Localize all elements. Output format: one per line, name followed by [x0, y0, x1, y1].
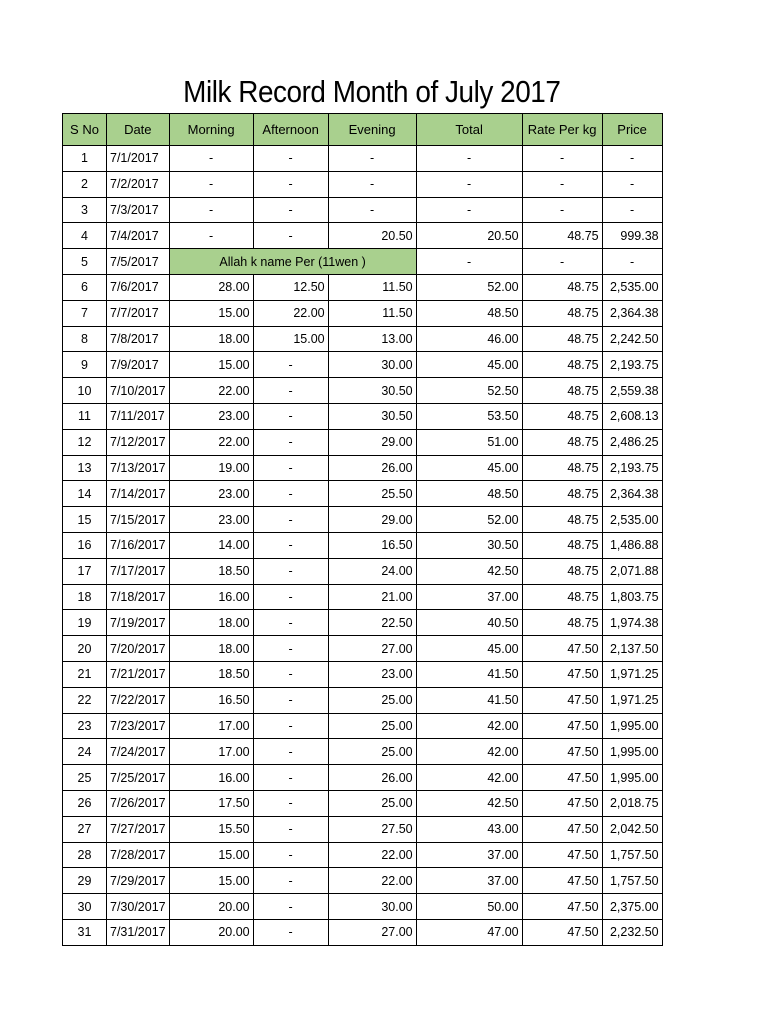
cell-rate: 47.50: [522, 765, 602, 791]
cell-sno: 29: [63, 868, 107, 894]
cell-rate: 48.75: [522, 455, 602, 481]
cell-evening: 25.50: [328, 481, 416, 507]
cell-afternoon: -: [253, 842, 328, 868]
cell-morning: 20.00: [169, 919, 253, 945]
table-row: [63, 739, 663, 765]
cell-date: 7/28/2017: [107, 842, 170, 868]
cell-morning: 16.00: [169, 765, 253, 791]
cell-price: 1,974.38: [602, 610, 662, 636]
cell-rate: 47.50: [522, 739, 602, 765]
cell-total: 52.00: [416, 274, 522, 300]
cell-rate: -: [522, 171, 602, 197]
cell-afternoon: -: [253, 429, 328, 455]
cell-total: 52.00: [416, 507, 522, 533]
cell-date: 7/23/2017: [107, 713, 170, 739]
cell-rate: 48.75: [522, 584, 602, 610]
cell-evening: -: [328, 171, 416, 197]
cell-morning: -: [169, 171, 253, 197]
cell-total: 37.00: [416, 868, 522, 894]
cell-afternoon: -: [253, 739, 328, 765]
table-row: [63, 274, 663, 300]
cell-sno: 31: [63, 919, 107, 945]
cell-date: 7/26/2017: [107, 790, 170, 816]
table-row: [63, 790, 663, 816]
cell-morning: 15.00: [169, 842, 253, 868]
cell-sno: 27: [63, 816, 107, 842]
cell-morning: 22.00: [169, 429, 253, 455]
cell-rate: 48.75: [522, 378, 602, 404]
cell-morning: 15.50: [169, 816, 253, 842]
cell-price: 2,535.00: [602, 274, 662, 300]
cell-evening: 22.00: [328, 842, 416, 868]
cell-morning: -: [169, 223, 253, 249]
table-row: [63, 403, 663, 429]
cell-date: 7/7/2017: [107, 300, 170, 326]
cell-price: 1,995.00: [602, 739, 662, 765]
cell-rate: 47.50: [522, 842, 602, 868]
cell-rate: 47.50: [522, 713, 602, 739]
cell-evening: -: [328, 146, 416, 172]
cell-date: 7/17/2017: [107, 558, 170, 584]
cell-date: 7/9/2017: [107, 352, 170, 378]
cell-sno: 7: [63, 300, 107, 326]
table-row: [63, 894, 663, 920]
cell-rate: 48.75: [522, 352, 602, 378]
cell-total: 42.00: [416, 765, 522, 791]
cell-sno: 15: [63, 507, 107, 533]
cell-afternoon: -: [253, 610, 328, 636]
cell-price: 2,535.00: [602, 507, 662, 533]
table-row: [63, 197, 663, 223]
cell-date: 7/1/2017: [107, 146, 170, 172]
cell-evening: 25.00: [328, 739, 416, 765]
table-row: [63, 532, 663, 558]
cell-price: 1,971.25: [602, 687, 662, 713]
cell-price: 2,364.38: [602, 481, 662, 507]
cell-date: 7/12/2017: [107, 429, 170, 455]
cell-rate: -: [522, 249, 602, 275]
cell-date: 7/21/2017: [107, 661, 170, 687]
cell-morning: -: [169, 146, 253, 172]
cell-afternoon: -: [253, 919, 328, 945]
cell-morning: 15.00: [169, 300, 253, 326]
cell-total: 45.00: [416, 455, 522, 481]
cell-rate: 48.75: [522, 481, 602, 507]
cell-evening: 29.00: [328, 429, 416, 455]
cell-date: 7/20/2017: [107, 636, 170, 662]
cell-rate: 47.50: [522, 790, 602, 816]
cell-evening: 24.00: [328, 558, 416, 584]
cell-evening: 30.00: [328, 894, 416, 920]
cell-evening: 26.00: [328, 765, 416, 791]
cell-price: 2,375.00: [602, 894, 662, 920]
cell-price: 1,757.50: [602, 868, 662, 894]
milk-record-table: [62, 113, 663, 946]
table-row: [63, 687, 663, 713]
table-row: [63, 610, 663, 636]
cell-morning: 23.00: [169, 481, 253, 507]
cell-sno: 14: [63, 481, 107, 507]
cell-morning: 22.00: [169, 378, 253, 404]
cell-afternoon: -: [253, 894, 328, 920]
cell-total: 48.50: [416, 300, 522, 326]
table-row: [63, 429, 663, 455]
table-row: [63, 300, 663, 326]
cell-price: 2,193.75: [602, 455, 662, 481]
cell-morning: 16.50: [169, 687, 253, 713]
cell-afternoon: -: [253, 532, 328, 558]
cell-afternoon: -: [253, 403, 328, 429]
cell-evening: 30.50: [328, 403, 416, 429]
cell-sno: 10: [63, 378, 107, 404]
cell-sno: 6: [63, 274, 107, 300]
cell-morning: 23.00: [169, 507, 253, 533]
cell-rate: 48.75: [522, 274, 602, 300]
cell-total: -: [416, 249, 522, 275]
table-row: [63, 919, 663, 945]
cell-date: 7/16/2017: [107, 532, 170, 558]
cell-total: 40.50: [416, 610, 522, 636]
cell-price: 1,486.88: [602, 532, 662, 558]
table-body: [63, 146, 663, 946]
cell-sno: 16: [63, 532, 107, 558]
cell-evening: 21.00: [328, 584, 416, 610]
cell-date: 7/6/2017: [107, 274, 170, 300]
cell-note: Allah k name Per (11wen ): [169, 249, 416, 275]
cell-date: 7/22/2017: [107, 687, 170, 713]
cell-afternoon: -: [253, 636, 328, 662]
cell-morning: 17.00: [169, 739, 253, 765]
cell-rate: 48.75: [522, 300, 602, 326]
cell-afternoon: -: [253, 584, 328, 610]
table-row: [63, 765, 663, 791]
cell-rate: 48.75: [522, 403, 602, 429]
cell-date: 7/18/2017: [107, 584, 170, 610]
cell-afternoon: -: [253, 481, 328, 507]
cell-price: 2,071.88: [602, 558, 662, 584]
cell-evening: 26.00: [328, 455, 416, 481]
cell-total: -: [416, 171, 522, 197]
cell-evening: 22.50: [328, 610, 416, 636]
cell-afternoon: 12.50: [253, 274, 328, 300]
cell-afternoon: -: [253, 352, 328, 378]
cell-evening: 11.50: [328, 274, 416, 300]
cell-total: 41.50: [416, 687, 522, 713]
cell-morning: 23.00: [169, 403, 253, 429]
cell-evening: 30.50: [328, 378, 416, 404]
cell-price: 1,971.25: [602, 661, 662, 687]
cell-morning: 16.00: [169, 584, 253, 610]
cell-price: 1,803.75: [602, 584, 662, 610]
cell-afternoon: -: [253, 765, 328, 791]
header-price: Price: [602, 114, 662, 146]
cell-morning: 18.00: [169, 326, 253, 352]
cell-date: 7/19/2017: [107, 610, 170, 636]
cell-sno: 5: [63, 249, 107, 275]
cell-sno: 23: [63, 713, 107, 739]
cell-price: 2,193.75: [602, 352, 662, 378]
cell-date: 7/10/2017: [107, 378, 170, 404]
cell-rate: 48.75: [522, 558, 602, 584]
cell-sno: 22: [63, 687, 107, 713]
cell-total: 52.50: [416, 378, 522, 404]
table-row: [63, 223, 663, 249]
cell-morning: 18.00: [169, 610, 253, 636]
table-row: [63, 326, 663, 352]
table-row: [63, 713, 663, 739]
cell-price: 2,242.50: [602, 326, 662, 352]
cell-rate: 47.50: [522, 661, 602, 687]
cell-total: 42.50: [416, 790, 522, 816]
table-row: [63, 868, 663, 894]
cell-total: 30.50: [416, 532, 522, 558]
cell-price: -: [602, 197, 662, 223]
cell-morning: 15.00: [169, 352, 253, 378]
header-morning: Morning: [169, 114, 253, 146]
cell-afternoon: -: [253, 558, 328, 584]
table-row: [63, 455, 663, 481]
cell-price: -: [602, 249, 662, 275]
cell-sno: 17: [63, 558, 107, 584]
table-row: [63, 842, 663, 868]
cell-afternoon: -: [253, 146, 328, 172]
cell-rate: -: [522, 197, 602, 223]
cell-morning: 18.00: [169, 636, 253, 662]
header-rate: Rate Per kg: [522, 114, 602, 146]
cell-date: 7/4/2017: [107, 223, 170, 249]
cell-date: 7/15/2017: [107, 507, 170, 533]
table-row: [63, 352, 663, 378]
header-total: Total: [416, 114, 522, 146]
cell-evening: 20.50: [328, 223, 416, 249]
cell-morning: 15.00: [169, 868, 253, 894]
table-row: [63, 816, 663, 842]
cell-rate: 48.75: [522, 326, 602, 352]
cell-sno: 26: [63, 790, 107, 816]
cell-total: -: [416, 197, 522, 223]
cell-total: 42.00: [416, 739, 522, 765]
cell-sno: 1: [63, 146, 107, 172]
cell-total: 45.00: [416, 352, 522, 378]
cell-afternoon: -: [253, 713, 328, 739]
table-row: [63, 584, 663, 610]
cell-evening: 27.50: [328, 816, 416, 842]
cell-date: 7/31/2017: [107, 919, 170, 945]
cell-rate: 48.75: [522, 223, 602, 249]
cell-evening: 30.00: [328, 352, 416, 378]
table-row: [63, 146, 663, 172]
cell-rate: 47.50: [522, 636, 602, 662]
table-row: [63, 249, 663, 275]
cell-total: 42.00: [416, 713, 522, 739]
cell-evening: 27.00: [328, 919, 416, 945]
cell-afternoon: -: [253, 455, 328, 481]
cell-morning: 14.00: [169, 532, 253, 558]
cell-date: 7/25/2017: [107, 765, 170, 791]
cell-sno: 12: [63, 429, 107, 455]
cell-morning: 19.00: [169, 455, 253, 481]
cell-rate: 48.75: [522, 429, 602, 455]
cell-price: -: [602, 171, 662, 197]
cell-sno: 21: [63, 661, 107, 687]
cell-price: 2,042.50: [602, 816, 662, 842]
cell-sno: 3: [63, 197, 107, 223]
cell-evening: 29.00: [328, 507, 416, 533]
cell-sno: 30: [63, 894, 107, 920]
cell-sno: 18: [63, 584, 107, 610]
cell-sno: 25: [63, 765, 107, 791]
cell-price: 1,757.50: [602, 842, 662, 868]
cell-afternoon: 22.00: [253, 300, 328, 326]
cell-date: 7/3/2017: [107, 197, 170, 223]
cell-total: 42.50: [416, 558, 522, 584]
cell-morning: 17.00: [169, 713, 253, 739]
cell-total: 20.50: [416, 223, 522, 249]
cell-date: 7/29/2017: [107, 868, 170, 894]
cell-price: 2,608.13: [602, 403, 662, 429]
cell-morning: 17.50: [169, 790, 253, 816]
cell-morning: 20.00: [169, 894, 253, 920]
cell-price: 1,995.00: [602, 713, 662, 739]
cell-morning: -: [169, 197, 253, 223]
cell-morning: 18.50: [169, 661, 253, 687]
cell-rate: 47.50: [522, 919, 602, 945]
cell-price: 1,995.00: [602, 765, 662, 791]
cell-price: 2,232.50: [602, 919, 662, 945]
cell-evening: 25.00: [328, 790, 416, 816]
cell-evening: 25.00: [328, 713, 416, 739]
header-evening: Evening: [328, 114, 416, 146]
cell-afternoon: -: [253, 507, 328, 533]
cell-sno: 11: [63, 403, 107, 429]
cell-date: 7/11/2017: [107, 403, 170, 429]
cell-sno: 13: [63, 455, 107, 481]
cell-date: 7/27/2017: [107, 816, 170, 842]
cell-date: 7/2/2017: [107, 171, 170, 197]
cell-total: 47.00: [416, 919, 522, 945]
cell-total: 46.00: [416, 326, 522, 352]
cell-total: -: [416, 146, 522, 172]
cell-afternoon: -: [253, 687, 328, 713]
cell-afternoon: -: [253, 171, 328, 197]
cell-evening: 16.50: [328, 532, 416, 558]
cell-date: 7/24/2017: [107, 739, 170, 765]
table-row: [63, 661, 663, 687]
table-row: [63, 481, 663, 507]
header-afternoon: Afternoon: [253, 114, 328, 146]
cell-afternoon: -: [253, 378, 328, 404]
cell-rate: 48.75: [522, 610, 602, 636]
cell-date: 7/8/2017: [107, 326, 170, 352]
header-date: Date: [107, 114, 170, 146]
header-row: [63, 114, 663, 146]
cell-evening: 11.50: [328, 300, 416, 326]
cell-morning: 18.50: [169, 558, 253, 584]
cell-total: 48.50: [416, 481, 522, 507]
cell-afternoon: -: [253, 868, 328, 894]
cell-total: 53.50: [416, 403, 522, 429]
cell-date: 7/5/2017: [107, 249, 170, 275]
cell-total: 45.00: [416, 636, 522, 662]
cell-rate: -: [522, 146, 602, 172]
cell-sno: 19: [63, 610, 107, 636]
table-row: [63, 378, 663, 404]
cell-total: 50.00: [416, 894, 522, 920]
cell-price: 2,137.50: [602, 636, 662, 662]
cell-evening: 13.00: [328, 326, 416, 352]
cell-sno: 8: [63, 326, 107, 352]
cell-morning: 28.00: [169, 274, 253, 300]
cell-rate: 47.50: [522, 687, 602, 713]
cell-afternoon: -: [253, 661, 328, 687]
cell-date: 7/13/2017: [107, 455, 170, 481]
table-row: [63, 558, 663, 584]
cell-price: 2,559.38: [602, 378, 662, 404]
cell-total: 41.50: [416, 661, 522, 687]
cell-afternoon: -: [253, 197, 328, 223]
cell-sno: 4: [63, 223, 107, 249]
cell-price: 2,486.25: [602, 429, 662, 455]
cell-rate: 47.50: [522, 816, 602, 842]
cell-total: 43.00: [416, 816, 522, 842]
cell-sno: 24: [63, 739, 107, 765]
cell-afternoon: 15.00: [253, 326, 328, 352]
table-header: [63, 114, 663, 146]
cell-rate: 47.50: [522, 894, 602, 920]
table-row: [63, 507, 663, 533]
cell-rate: 48.75: [522, 507, 602, 533]
cell-price: 2,018.75: [602, 790, 662, 816]
cell-evening: 25.00: [328, 687, 416, 713]
cell-evening: 22.00: [328, 868, 416, 894]
cell-rate: 47.50: [522, 868, 602, 894]
cell-afternoon: -: [253, 816, 328, 842]
cell-evening: 27.00: [328, 636, 416, 662]
cell-sno: 2: [63, 171, 107, 197]
cell-total: 51.00: [416, 429, 522, 455]
cell-date: 7/14/2017: [107, 481, 170, 507]
cell-total: 37.00: [416, 842, 522, 868]
cell-sno: 28: [63, 842, 107, 868]
cell-date: 7/30/2017: [107, 894, 170, 920]
cell-sno: 9: [63, 352, 107, 378]
table-row: [63, 636, 663, 662]
table-row: [63, 171, 663, 197]
cell-price: 2,364.38: [602, 300, 662, 326]
cell-price: 999.38: [602, 223, 662, 249]
cell-sno: 20: [63, 636, 107, 662]
cell-afternoon: -: [253, 790, 328, 816]
cell-total: 37.00: [416, 584, 522, 610]
cell-rate: 48.75: [522, 532, 602, 558]
cell-evening: -: [328, 197, 416, 223]
cell-afternoon: -: [253, 223, 328, 249]
page-title: Milk Record Month of July 2017: [183, 74, 561, 109]
cell-price: -: [602, 146, 662, 172]
cell-evening: 23.00: [328, 661, 416, 687]
header-sno: S No: [63, 114, 107, 146]
